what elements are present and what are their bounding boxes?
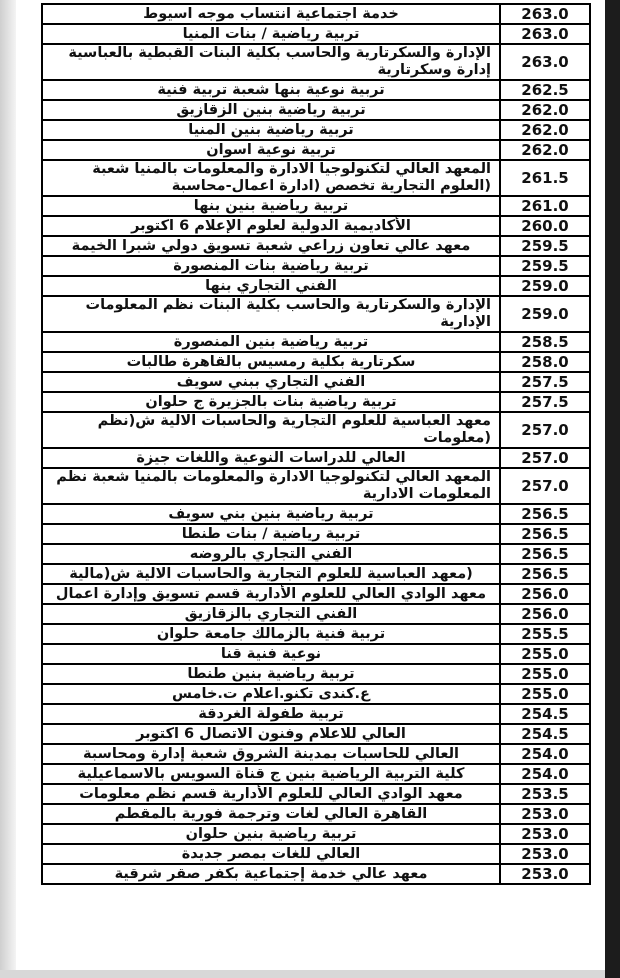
institution-name: تربية رياضية بنين المنيا <box>42 120 500 140</box>
table-row <box>42 864 590 884</box>
institution-name: تربية رياضية بنين بنها <box>42 196 500 216</box>
score-value: 254.5 <box>500 724 590 744</box>
score-value: 259.5 <box>500 256 590 276</box>
table-row <box>42 44 590 80</box>
table-row <box>42 120 590 140</box>
table-row <box>42 744 590 764</box>
institution-name: تربية فنية بالزمالك جامعة حلوان <box>42 624 500 644</box>
institution-name: خدمة اجتماعية انتساب موجه اسيوط <box>42 4 500 24</box>
score-value: 255.0 <box>500 664 590 684</box>
institution-name: القاهرة العالي لغات وترجمة فورية بالمقطم <box>42 804 500 824</box>
table-row <box>42 448 590 468</box>
institution-name: تربية رياضية بنين حلوان <box>42 824 500 844</box>
score-value: 256.0 <box>500 584 590 604</box>
score-value: 262.0 <box>500 100 590 120</box>
table-row <box>42 256 590 276</box>
score-value: 254.0 <box>500 744 590 764</box>
score-value: 259.5 <box>500 236 590 256</box>
score-value: 256.0 <box>500 604 590 624</box>
score-value: 253.0 <box>500 844 590 864</box>
institution-name: تربية رياضية بنين الزقازيق <box>42 100 500 120</box>
institution-name: تربية طفولة الغردقة <box>42 704 500 724</box>
table-row <box>42 412 590 448</box>
table-row <box>42 468 590 504</box>
institution-name: العالي للحاسبات بمدينة الشروق شعبة إدارة ومحاسبة <box>42 744 500 764</box>
institution-name: الفني التجاري بنها <box>42 276 500 296</box>
score-value: 262.0 <box>500 120 590 140</box>
institution-name: العالي للدراسات النوعية واللغات جيزة <box>42 448 500 468</box>
table-row <box>42 296 590 332</box>
score-value: 256.5 <box>500 524 590 544</box>
institution-name: العالي للاعلام وفنون الاتصال 6 اكتوبر <box>42 724 500 744</box>
table-row <box>42 276 590 296</box>
table-row <box>42 372 590 392</box>
institution-name: تربية رياضية / بنات طنطا <box>42 524 500 544</box>
table-row <box>42 804 590 824</box>
score-value: 258.5 <box>500 332 590 352</box>
institution-name: تربية نوعية بنها شعبة تربية فنية <box>42 80 500 100</box>
table-row <box>42 4 590 24</box>
table-row <box>42 196 590 216</box>
score-value: 254.0 <box>500 764 590 784</box>
score-value: 257.0 <box>500 468 590 504</box>
score-value: 254.5 <box>500 704 590 724</box>
table-row <box>42 704 590 724</box>
institution-name: تربية رياضية بنين بني سويف <box>42 504 500 524</box>
score-value: 258.0 <box>500 352 590 372</box>
score-value: 263.0 <box>500 4 590 24</box>
results-table <box>41 3 591 885</box>
table-row <box>42 236 590 256</box>
score-value: 261.0 <box>500 196 590 216</box>
institution-name: المعهد العالي لتكنولوجيا الادارة والمعلومات بالمنيا شعبة (العلوم التجارية تخصص (ادارة اعمال-محاسبة <box>42 160 500 196</box>
institution-name: تربية رياضية بنات المنصورة <box>42 256 500 276</box>
table-row <box>42 24 590 44</box>
score-value: 256.5 <box>500 504 590 524</box>
score-value: 257.5 <box>500 372 590 392</box>
score-value: 261.5 <box>500 160 590 196</box>
score-value: 255.0 <box>500 644 590 664</box>
score-value: 263.0 <box>500 24 590 44</box>
score-value: 260.0 <box>500 216 590 236</box>
institution-name: تربية نوعية اسوان <box>42 140 500 160</box>
institution-name: تربية رياضية / بنات المنيا <box>42 24 500 44</box>
institution-name: نوعية فنية قنا <box>42 644 500 664</box>
table-row <box>42 764 590 784</box>
institution-name: معهد عالي خدمة إجتماعية بكفر صقر شرقية <box>42 864 500 884</box>
table-row <box>42 684 590 704</box>
institution-name: تربية رياضية بنات بالجزيرة ج حلوان <box>42 392 500 412</box>
score-value: 253.5 <box>500 784 590 804</box>
table-row <box>42 664 590 684</box>
table-row <box>42 80 590 100</box>
score-value: 255.5 <box>500 624 590 644</box>
institution-name: العالي للغات بمصر جديدة <box>42 844 500 864</box>
table-row <box>42 784 590 804</box>
score-value: 257.5 <box>500 392 590 412</box>
table-row <box>42 352 590 372</box>
page-bottom-edge <box>0 970 605 978</box>
institution-name: سكرتارية بكلية رمسيس بالقاهرة طالبات <box>42 352 500 372</box>
score-value: 259.0 <box>500 296 590 332</box>
table-row <box>42 604 590 624</box>
score-value: 253.0 <box>500 864 590 884</box>
table-row <box>42 140 590 160</box>
table-row <box>42 624 590 644</box>
table-row <box>42 544 590 564</box>
table-row <box>42 824 590 844</box>
institution-name: معهد الوادي العالي للعلوم الأدارية قسم تسويق وإدارة اعمال <box>42 584 500 604</box>
score-value: 253.0 <box>500 824 590 844</box>
institution-name: معهد الوادي العالي للعلوم الأدارية قسم نظم معلومات <box>42 784 500 804</box>
table-row <box>42 504 590 524</box>
table-row <box>42 644 590 664</box>
score-value: 259.0 <box>500 276 590 296</box>
score-value: 262.0 <box>500 140 590 160</box>
institution-name: الفني التجاري بالزقازيق <box>42 604 500 624</box>
institution-name: الأكاديمية الدولية لعلوم الإعلام 6 اكتوبر <box>42 216 500 236</box>
institution-name: تربية رياضية بنين المنصورة <box>42 332 500 352</box>
institution-name: ع.كندى تكنو.اعلام ت.خامس <box>42 684 500 704</box>
score-value: 263.0 <box>500 44 590 80</box>
institution-name: الإدارة والسكرتارية والحاسب بكلية البنات نظم المعلومات الإدارية <box>42 296 500 332</box>
table-row <box>42 564 590 584</box>
page-edge-shadow <box>0 0 16 978</box>
score-value: 256.5 <box>500 544 590 564</box>
institution-name: الإدارة والسكرتارية والحاسب بكلية البنات القبطية بالعباسية إدارة وسكرتارية <box>42 44 500 80</box>
institution-name: كلية التربية الرياضية بنين ج قناة السويس بالاسماعيلية <box>42 764 500 784</box>
table-row <box>42 160 590 196</box>
institution-name: الفني التجاري بالروضه <box>42 544 500 564</box>
institution-name: المعهد العالي لتكنولوجيا الادارة والمعلومات بالمنيا شعبة نظم المعلومات الادارية <box>42 468 500 504</box>
institution-name: معهد العباسية للعلوم التجارية والحاسبات الالية ش(نظم (معلومات <box>42 412 500 448</box>
institution-name: الفني التجاري ببني سويف <box>42 372 500 392</box>
institution-name: تربية رياضية بنين طنطا <box>42 664 500 684</box>
institution-name: معهد عالي تعاون زراعي شعبة تسويق دولي شبرا الخيمة <box>42 236 500 256</box>
table-row <box>42 724 590 744</box>
score-value: 253.0 <box>500 804 590 824</box>
table-row <box>42 392 590 412</box>
table-row <box>42 216 590 236</box>
table-row <box>42 844 590 864</box>
table-row <box>42 524 590 544</box>
score-value: 257.0 <box>500 448 590 468</box>
score-value: 256.5 <box>500 564 590 584</box>
score-value: 257.0 <box>500 412 590 448</box>
institution-name: (معهد العباسية للعلوم التجارية والحاسبات الالية ش(مالية <box>42 564 500 584</box>
table-row <box>42 100 590 120</box>
table-row <box>42 332 590 352</box>
score-value: 262.5 <box>500 80 590 100</box>
table-row <box>42 584 590 604</box>
score-value: 255.0 <box>500 684 590 704</box>
